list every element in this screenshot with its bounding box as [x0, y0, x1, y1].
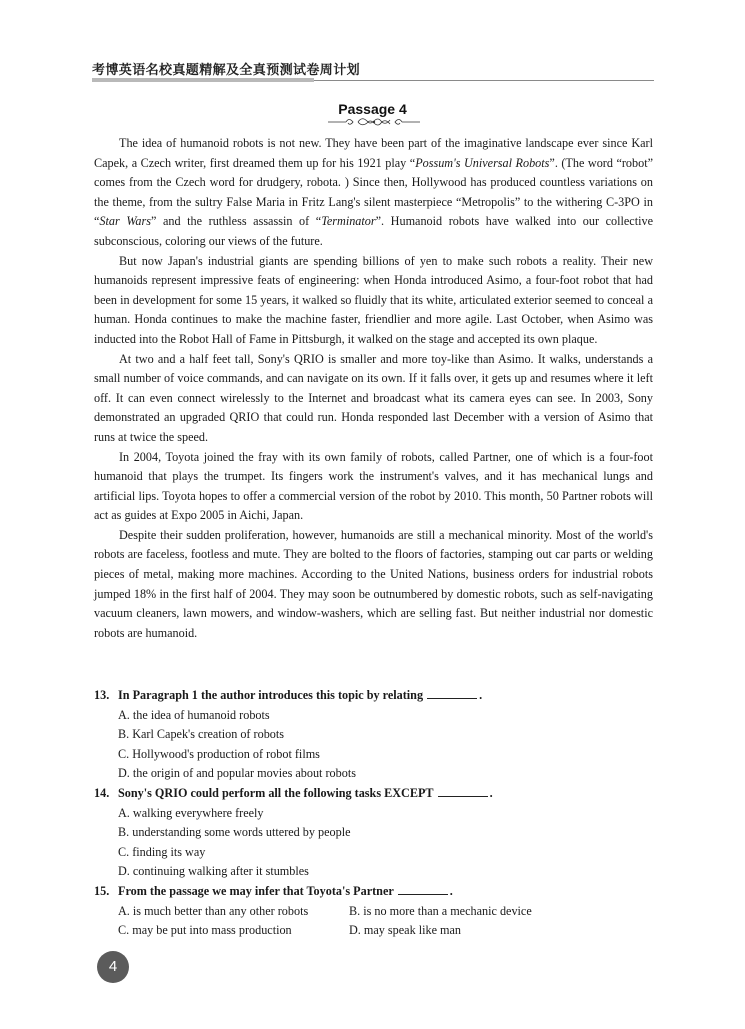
- option-b[interactable]: B. is no more than a mechanic device: [349, 903, 532, 918]
- option-b[interactable]: B. understanding some words uttered by people: [118, 825, 351, 840]
- question-number: 15.: [94, 883, 110, 898]
- paragraph-3: [94, 350, 653, 448]
- text-run: ” and the ruthless assassin of “: [150, 214, 322, 229]
- question-number: 14.: [94, 785, 110, 800]
- running-header: [92, 58, 654, 80]
- text-run: Despite their sudden proliferation, however, humanoids are still a mechanical minority. Most of the world's robots are faceless, footless and mute. They are bolted to the floors of factories, stamping out car parts or welding pieces of metal, making more machines. According to the United Nations, business orders for industrial robots jumped 18% in the first half of 2004. They may soon be outnumbered by domestic robots, such as self-navigating vacuum cleaners, lawn mowers, and window-washers, which are selling fast. But neither industrial nor domestic robots are humanoid.: [94, 527, 653, 640]
- paragraph-4: [94, 448, 653, 526]
- option-a[interactable]: A. is much better than any other robots: [118, 903, 309, 918]
- decorative-flourish-icon: [328, 116, 420, 128]
- italic-title: Possum's Universal Robots: [415, 155, 550, 170]
- text-run: In 2004, Toyota joined the fray with its own family of robots, called Partner, one of which is a four-foot humanoid that plays the trumpet. Its fingers work the instrument's valves, and it has mechanical lungs and artificial lips. Toyota hopes to offer a commercial version of the robot by 2010. This month, 50 Partner robots will act as guides at Expo 2005 in Aichi, Japan.: [94, 449, 653, 523]
- option-b[interactable]: B. Karl Capek's creation of robots: [118, 727, 285, 742]
- header-accent-bar: [92, 78, 314, 82]
- paragraph-5: [94, 526, 653, 644]
- paragraph-2: [94, 252, 653, 350]
- option-row: [94, 902, 653, 922]
- question-list: [94, 686, 653, 941]
- text-run: ”. (The word “robot” comes from the Czech word for drudgery, robota. ) Since then, Hollywood has produced countless variations on the theme, from the sultry False Maria in Fritz Lang's silent masterpiece “Metropolis” to the withering C-3PO in “: [94, 155, 653, 229]
- question-stem: 15. From the passage we may infer that Toyota's Partner .: [94, 882, 653, 902]
- text-run: At two and a half feet tall, Sony's QRIO is smaller and more toy-like than Asimo. It walks, understands a small number of voice commands, and can navigate on its own. If it falls over, it gets up and resumes where it left off. It can even connect wirelessly to the Internet and broadcast what its camera eyes can see. In 2003, Sony demonstrated an upgraded QRIO that could run. Honda responded last December with a version of Asimo that runs at twice the speed.: [94, 351, 653, 444]
- paragraph-1: [94, 134, 653, 252]
- question-number: 13.: [94, 688, 110, 702]
- question-text: From the passage we may infer that Toyota's Partner: [118, 883, 394, 898]
- text-run: The idea of humanoid robots is not new. They have been part of the imaginative landscape ever since Karl Capek, a Czech writer, first dreamed them up for his 1921 play “: [94, 136, 653, 170]
- question-15: [94, 882, 653, 941]
- option-a[interactable]: A. the idea of humanoid robots: [118, 707, 270, 722]
- option-c[interactable]: C. Hollywood's production of robot films: [118, 746, 320, 761]
- italic-title: Star Wars: [99, 214, 151, 229]
- option-d[interactable]: D. may speak like man: [349, 923, 462, 938]
- passage-title: Passage 4: [338, 101, 407, 117]
- option-c[interactable]: C. finding its way: [118, 844, 206, 859]
- option-c[interactable]: C. may be put into mass production: [118, 923, 292, 938]
- question-14: [94, 784, 653, 882]
- passage-body: [94, 134, 653, 643]
- answer-blank: [438, 784, 488, 797]
- option-d[interactable]: D. continuing walking after it stumbles: [118, 864, 309, 879]
- option-d[interactable]: D. the origin of and popular movies about robots: [118, 766, 356, 781]
- page-number-badge: 4: [97, 951, 129, 983]
- option-row: [94, 921, 653, 941]
- text-run: But now Japan's industrial giants are spending billions of yen to make such robots a reality. Their new humanoids represent impressive feats of engineering: when Honda introduced Asimo, a four-foot robot that had been in development for some 15 years, it walked so fluidly that its white, articulated exterior seemed to conceal a human. Honda continues to make the machine faster, friendlier and more agile. Last October, when Asimo was inducted into the Robot Hall of Fame in Pittsburgh, it walked on the stage and accepted its own plaque.: [94, 253, 653, 346]
- question-stem: 14. Sony's QRIO could perform all the following tasks EXCEPT .: [94, 784, 653, 804]
- question-stem: 13. In Paragraph 1 the author introduces this topic by relating .: [94, 686, 653, 706]
- question-text: Sony's QRIO could perform all the following tasks EXCEPT: [118, 785, 434, 800]
- option-a[interactable]: A. walking everywhere freely: [118, 805, 264, 820]
- question-text: In Paragraph 1 the author introduces this topic by relating: [118, 688, 424, 702]
- text-run: ”. Humanoid robots have walked into our collective subconscious, coloring our views of the future.: [94, 214, 653, 248]
- book-title: 考博英语名校真题精解及全真预测试卷周计划: [92, 63, 361, 78]
- italic-title: Terminator: [321, 214, 376, 229]
- question-13: [94, 686, 653, 784]
- answer-blank: [398, 882, 448, 895]
- answer-blank: [427, 686, 477, 699]
